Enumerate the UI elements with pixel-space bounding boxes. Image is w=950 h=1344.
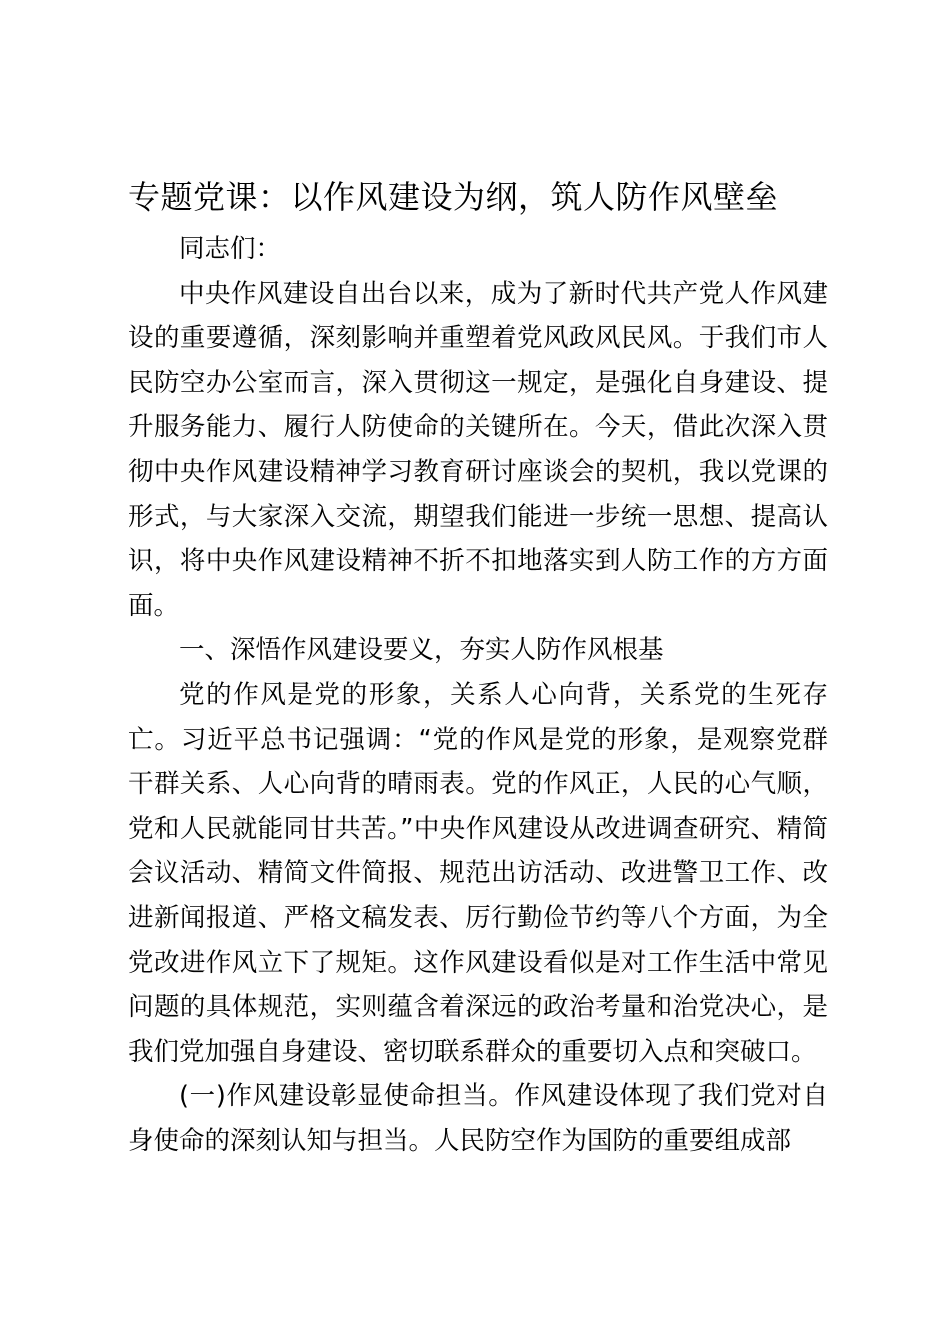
- intro-paragraph: 中央作风建设自出台以来，成为了新时代共产党人作风建设的重要遵循，深刻影响并重塑着党风政风民风。于我们市人民防空办公室而言，深入贯彻这一规定，是强化自身建设、提升服务能力、履行人防使命的关键所在。今天，借此次深入贯彻中央作风建设精神学习教育研讨座谈会的契机，我以党课的形式，与大家深入交流，期望我们能进一步统一思想、提高认识，将中央作风建设精神不折不扣地落实到人防工作的方方面面。: [128, 278, 828, 621]
- document-title: 专题党课：以作风建设为纲，筑人防作风壁垒: [128, 178, 779, 216]
- body-paragraph: 党的作风是党的形象，关系人心向背，关系党的生死存亡。习近平总书记强调：“党的作风是党的形象，是观察党群干群关系、人心向背的晴雨表。党的作风正，人民的心气顺，党和人民就能同甘共苦。”中央作风建设从改进调查研究、精简会议活动、精简文件简报、规范出访活动、改进警卫工作、改进新闻报道、严格文稿发表、厉行勤俭节约等八个方面，为全党改进作风立下了规矩。这作风建设看似是对工作生活中常见问题的具体规范，实则蕴含着深远的政治考量和治党决心，是我们党加强自身建设、密切联系群众的重要切入点和突破口。: [128, 679, 828, 1067]
- salutation: 同志们：: [179, 234, 282, 264]
- document-body: [128, 227, 828, 1163]
- section-heading: 一、深悟作风建设要义，夯实人防作风根基: [179, 635, 664, 666]
- subsection-paragraph: (一)作风建设彰显使命担当。作风建设体现了我们党对自身使命的深刻认知与担当。人民防空作为国防的重要组成部: [128, 1081, 828, 1156]
